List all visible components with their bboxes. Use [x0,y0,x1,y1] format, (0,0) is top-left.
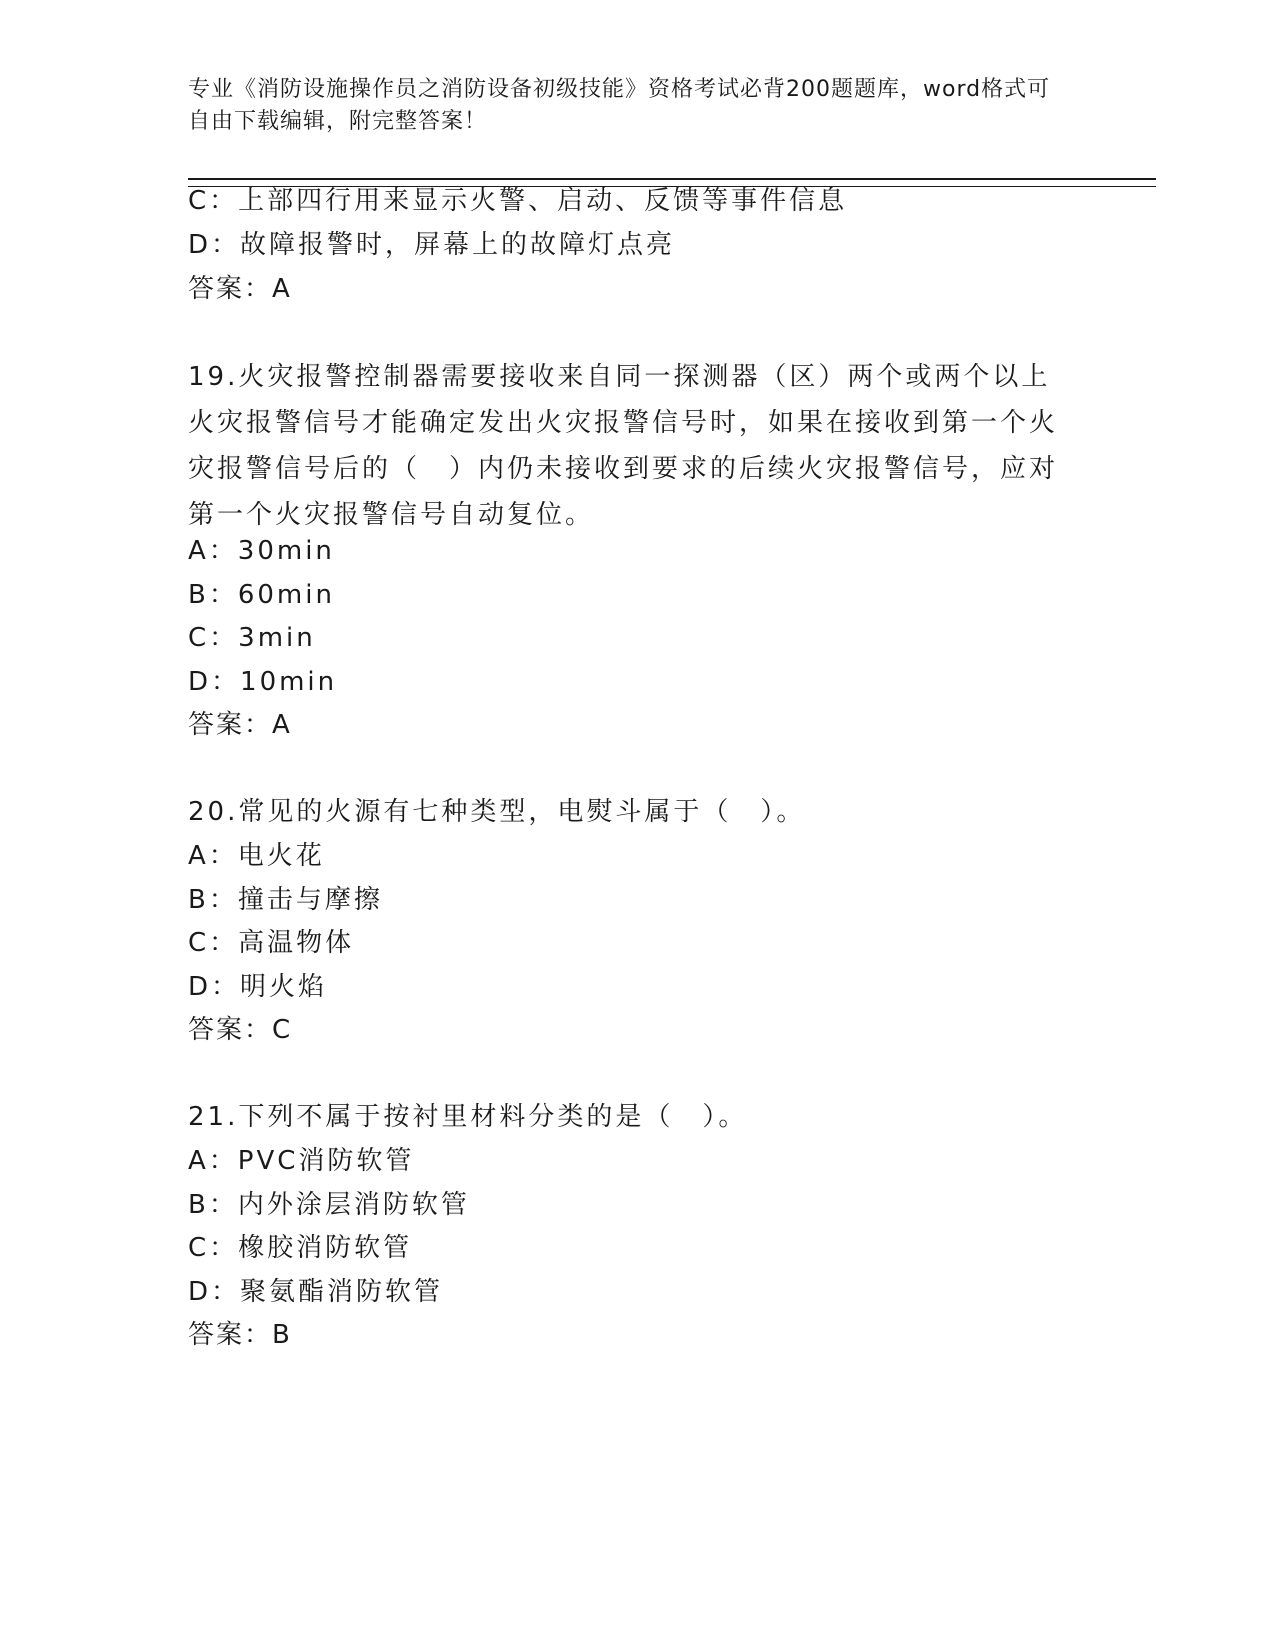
question-text: 20.常见的火源有七种类型，电熨斗属于（ ）。 [188,797,806,827]
option-a: A：PVC消防软管 [188,1146,415,1176]
question-text: 21.下列不属于按衬里材料分类的是（ ）。 [188,1102,748,1132]
page-header: 专业《消防设施操作员之消防设备初级技能》资格考试必背200题题库，word格式可自由下载编辑，附完整答案！ [188,77,1051,134]
option-b: B：内外涂层消防软管 [188,1190,470,1220]
option-c: C：橡胶消防软管 [188,1233,413,1263]
option-c: C：3min [188,623,316,653]
option-a: A：电火花 [188,841,325,871]
option-b: B：撞击与摩擦 [188,885,383,915]
option-b: B：60min [188,580,335,610]
question-text: 19.火灾报警控制器需要接收来自同一探测器（区）两个或两个以上火灾报警信号才能确定发出火灾报警信号时，如果在接收到第一个火灾报警信号后的（ ）内仍未接收到要求的后续火灾报警信号，应对第一个火灾报警信号自动复位。 [188,362,1059,530]
option-d: D：故障报警时，屏幕上的故障灯点亮 [188,230,676,260]
option-d: D：10min [188,667,338,697]
answer-line: 答案：C [188,1015,293,1045]
option-d: D：聚氨酯消防软管 [188,1277,444,1307]
option-c: C：高温物体 [188,928,355,958]
option-d: D：明火焰 [188,972,328,1002]
answer-line: 答案：B [188,1320,292,1350]
answer-line: 答案：A [188,274,292,304]
answer-line: 答案：A [188,710,292,740]
option-a: A：30min [188,536,335,566]
option-c: C：上部四行用来显示火警、启动、反馈等事件信息 [188,186,848,216]
